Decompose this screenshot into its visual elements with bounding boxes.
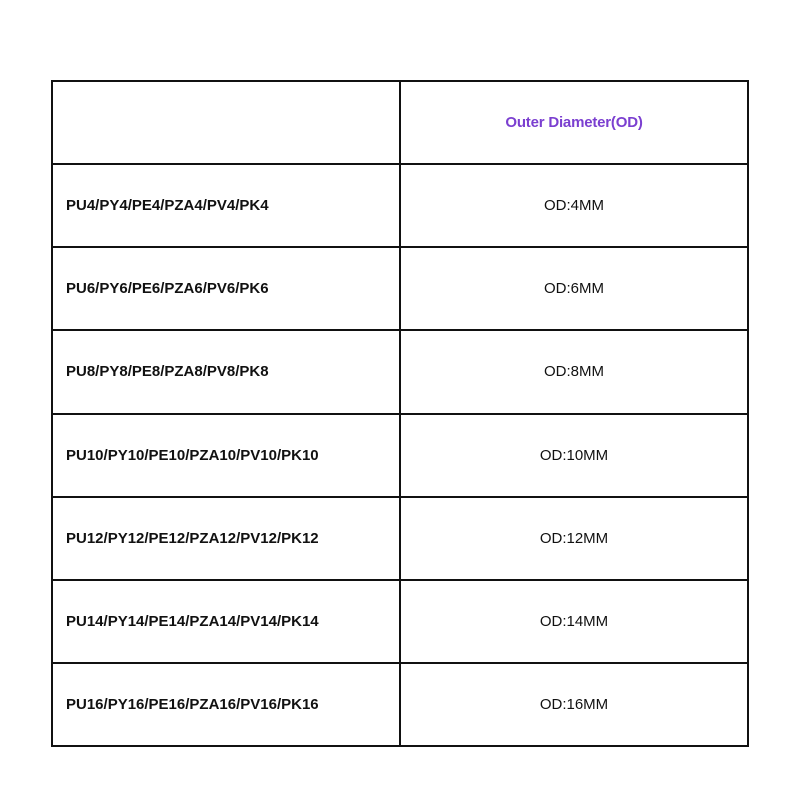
table-row xyxy=(52,580,748,663)
model-cell: PU10/PY10/PE10/PZA10/PV10/PK10 xyxy=(52,414,400,497)
od-cell: OD:10MM xyxy=(400,414,748,497)
header-od-cell: Outer Diameter(OD) xyxy=(400,81,748,164)
table-row xyxy=(52,247,748,330)
model-cell: PU12/PY12/PE12/PZA12/PV12/PK12 xyxy=(52,497,400,580)
table-row xyxy=(52,414,748,497)
outer-diameter-spec-table xyxy=(51,80,749,747)
table-header-row xyxy=(52,81,748,164)
od-cell: OD:6MM xyxy=(400,247,748,330)
od-cell: OD:14MM xyxy=(400,580,748,663)
od-cell: OD:4MM xyxy=(400,164,748,247)
model-cell: PU14/PY14/PE14/PZA14/PV14/PK14 xyxy=(52,580,400,663)
header-model-cell xyxy=(52,81,400,164)
model-cell: PU6/PY6/PE6/PZA6/PV6/PK6 xyxy=(52,247,400,330)
table-row xyxy=(52,497,748,580)
model-cell: PU8/PY8/PE8/PZA8/PV8/PK8 xyxy=(52,330,400,413)
table-row xyxy=(52,330,748,413)
od-cell: OD:8MM xyxy=(400,330,748,413)
model-cell: PU16/PY16/PE16/PZA16/PV16/PK16 xyxy=(52,663,400,746)
model-cell: PU4/PY4/PE4/PZA4/PV4/PK4 xyxy=(52,164,400,247)
od-cell: OD:12MM xyxy=(400,497,748,580)
od-cell: OD:16MM xyxy=(400,663,748,746)
table-row xyxy=(52,663,748,746)
table-row xyxy=(52,164,748,247)
